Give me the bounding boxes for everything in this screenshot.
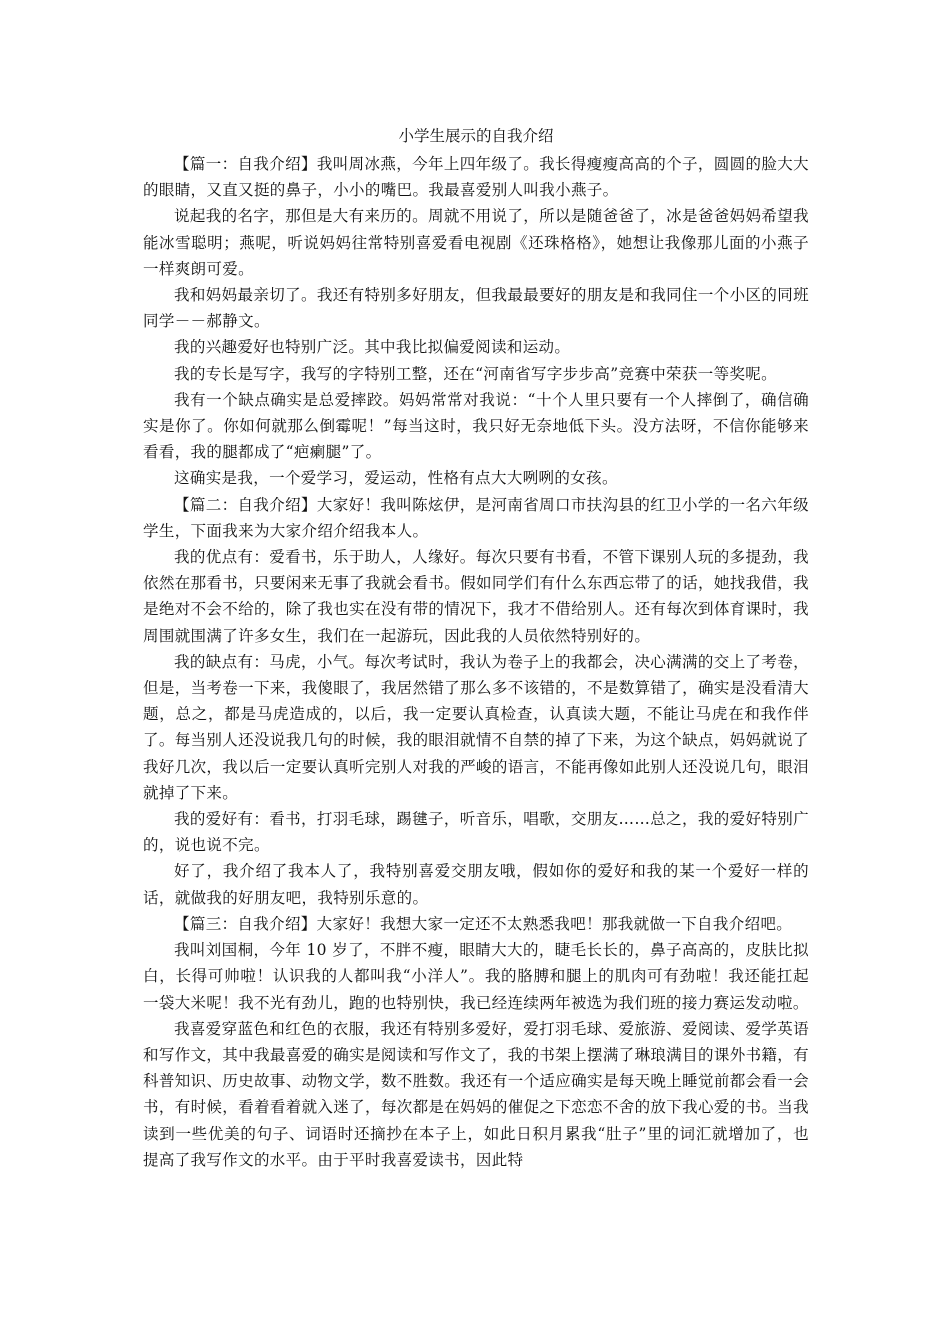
paragraph: 我的专长是写字，我写的字特别工整，还在“河南省写字步步高”竞赛中荣获一等奖呢。 (174, 364, 778, 383)
paragraph: 我喜爱穿蓝色和红色的衣服，我还有特别多爱好，爱打羽毛球、爱旅游、爱阅读、爱学英语和写作文，其中我最喜爱的确实是阅读和写作文了，我的书架上摆满了琳琅满目的课外书籍，有科普知识、历史故事、动物文学，数不胜数。我还有一个适应确实是每天晚上睡觉前都会看一会书，有时候，看着看着就入迷了，每次都是在妈妈的催促之下恋恋不舍的放下我心爱的书。当我读到一些优美的句子、词语时还摘抄在本子上，如此日积月累我“肚子”里的词汇就增加了，也提高了我写作文的水平。由于平时我喜爱读书，因此特 (143, 1019, 809, 1169)
paragraph: 说起我的名字，那但是大有来历的。周就不用说了，所以是随爸爸了，冰是爸爸妈妈希望我能冰雪聪明；燕呢，听说妈妈往常特别喜爱看电视剧《还珠格格》，她想让我像那儿面的小燕子一样爽朗可爱。 (143, 207, 809, 278)
paragraph: 我的缺点有：马虎，小气。每次考试时，我认为卷子上的我都会，决心满满的交上了考卷，但是，当考卷一下来，我傻眼了，我居然错了那么多不该错的，不是数算错了，确实是没看清大题，总之，都是马虎造成的，以后，我一定要认真检查，认真读大题，不能让马虎在和我作伴了。每当别人还没说我几句的时候，我的眼泪就情不自禁的掉了下来，为这个缺点，妈妈就说了我好几次，我以后一定要认真听完别人对我的严峻的语言，不能再像如此别人还没说几句，眼泪就掉了下来。 (143, 652, 809, 802)
paragraph: 【篇二：自我介绍】大家好！我叫陈炫伊，是河南省周口市扶沟县的红卫小学的一名六年级学生，下面我来为大家介绍介绍我本人。 (143, 495, 809, 540)
document-page (143, 123, 809, 1173)
document-title: 小学生展示的自我介绍 (398, 127, 554, 145)
paragraph: 好了，我介绍了我本人了，我特别喜爱交朋友哦，假如你的爱好和我的某一个爱好一样的话，就做我的好朋友吧，我特别乐意的。 (143, 862, 809, 907)
paragraph: 这确实是我，一个爱学习，爱运动，性格有点大大咧咧的女孩。 (174, 469, 618, 488)
paragraph: 我叫刘国桐，今年 10 岁了，不胖不瘦，眼睛大大的，睫毛长长的，鼻子高高的，皮肤比拟白，长得可帅啦！认识我的人都叫我“小洋人”。我的胳膊和腿上的肌肉可有劲啦！我还能扛起一袋大米呢！我不光有劲儿，跑的也特别快，我已经连续两年被选为我们班的接力赛运发动啦。 (143, 941, 809, 1012)
paragraph: 我的爱好有：看书，打羽毛球，踢毽子，听音乐，唱歌，交朋友……总之，我的爱好特别广的，说也说不完。 (143, 810, 809, 855)
paragraph: 我的优点有：爱看书，乐于助人，人缘好。每次只要有书看，不管下课别人玩的多提劲，我依然在那看书，只要闲来无事了我就会看书。假如同学们有什么东西忘带了的话，她找我借，我是绝对不会不给的，除了我也实在没有带的情况下，我才不借给别人。还有每次到体育课时，我周围就围满了许多女生，我们在一起游玩，因此我的人员依然特别好的。 (143, 548, 809, 645)
paragraph: 我有一个缺点确实是总爱摔跤。妈妈常常对我说：“十个人里只要有一个人摔倒了，确信确实是你了。你如何就那么倒霉呢！”每当这时，我只好无奈地低下头。没方法呀，不信你能够来看看，我的腿都成了“疤瘌腿”了。 (143, 390, 809, 462)
paragraph: 我和妈妈最亲切了。我还有特别多好朋友，但我最最要好的朋友是和我同住一个小区的同班同学－－郝静文。 (143, 286, 809, 331)
paragraph: 【篇三：自我介绍】大家好！我想大家一定还不太熟悉我吧！那我就做一下自我介绍吧。 (174, 914, 793, 933)
paragraph: 我的兴趣爱好也特别广泛。其中我比拟偏爱阅读和运动。 (174, 338, 571, 357)
paragraph: 【篇一：自我介绍】我叫周冰燕，今年上四年级了。我长得瘦瘦高高的个子，圆圆的脸大大的眼睛，又直又挺的鼻子，小小的嘴巴。我最喜爱别人叫我小燕子。 (143, 155, 809, 200)
